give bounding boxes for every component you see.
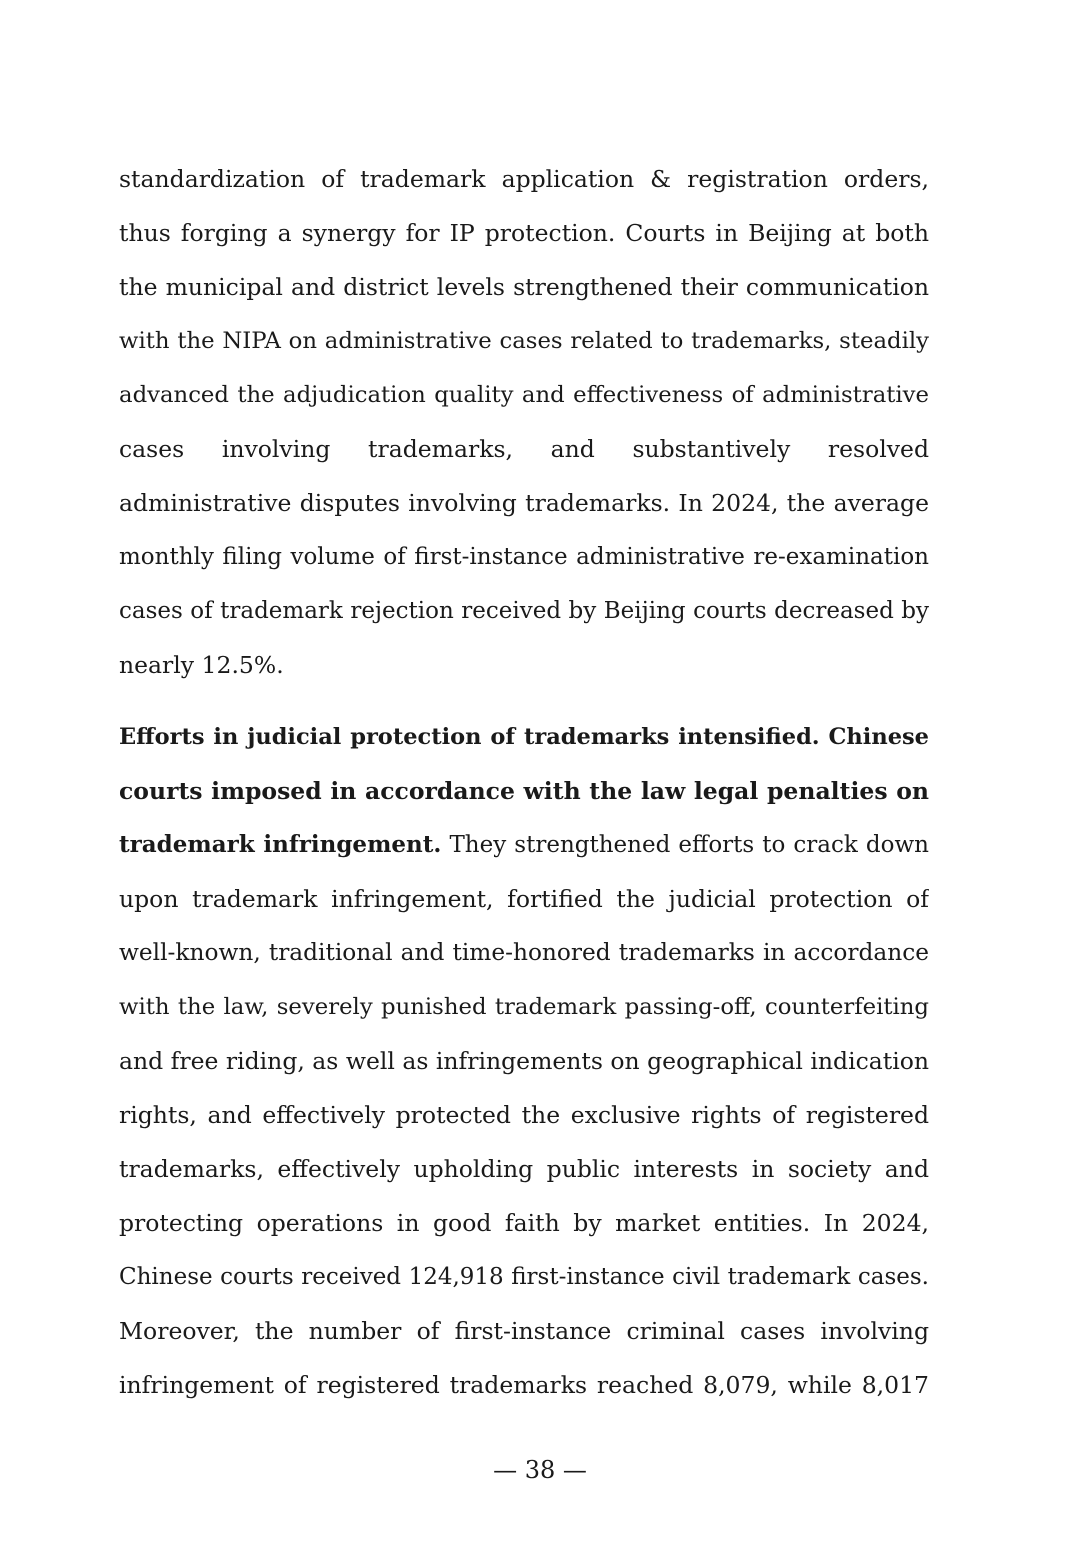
text-line: with the NIPA on administrative cases related to trademarks, steadily	[119, 328, 929, 354]
text-line: with the law, severely punished trademark passing-off, counterfeiting	[119, 994, 929, 1020]
text-line: protecting operations in good faith by market entities. In 2024,	[119, 1209, 929, 1237]
regular-text: They strengthened efforts to crack down	[441, 832, 929, 858]
text-line: thus forging a synergy for IP protection. Courts in Beijing at both	[119, 219, 929, 247]
text-line: cases involving trademarks, and substantively resolved	[119, 435, 929, 463]
text-line: well-known, traditional and time-honored trademarks in accordance	[119, 939, 929, 966]
text-line: upon trademark infringement, fortified the judicial protection of	[119, 885, 929, 913]
bold-lead-text: trademark infringement.	[119, 831, 442, 858]
paragraph-1	[119, 152, 929, 692]
text-line: advanced the adjudication quality and effectiveness of administrative	[119, 382, 929, 408]
paragraph-2	[119, 710, 929, 1412]
text-line: administrative disputes involving trademarks. In 2024, the average	[119, 489, 929, 517]
text-line: the municipal and district levels strengthened their communication	[119, 273, 929, 301]
text-line: cases of trademark rejection received by Beijing courts decreased by	[119, 598, 929, 624]
bold-heading-line: Efforts in judicial protection of trademarks intensified. Chinese	[119, 724, 929, 750]
text-line: monthly filing volume of first-instance administrative re-examination	[119, 544, 929, 570]
page-number: — 38 —	[493, 1456, 587, 1484]
mixed-line	[119, 818, 929, 872]
text-line: Chinese courts received 124,918 first-instance civil trademark cases.	[119, 1264, 929, 1290]
text-line: rights, and effectively protected the exclusive rights of registered	[119, 1101, 929, 1129]
text-line: infringement of registered trademarks reached 8,079, while 8,017	[119, 1371, 929, 1399]
text-line: and free riding, as well as infringements on geographical indication	[119, 1047, 929, 1075]
text-line: nearly 12.5%.	[119, 651, 284, 679]
bold-heading-line: courts imposed in accordance with the law legal penalties on	[119, 777, 929, 805]
text-line: Moreover, the number of first-instance criminal cases involving	[119, 1317, 929, 1345]
text-line: standardization of trademark application & registration orders,	[119, 165, 929, 193]
text-line: trademarks, effectively upholding public interests in society and	[119, 1155, 929, 1183]
